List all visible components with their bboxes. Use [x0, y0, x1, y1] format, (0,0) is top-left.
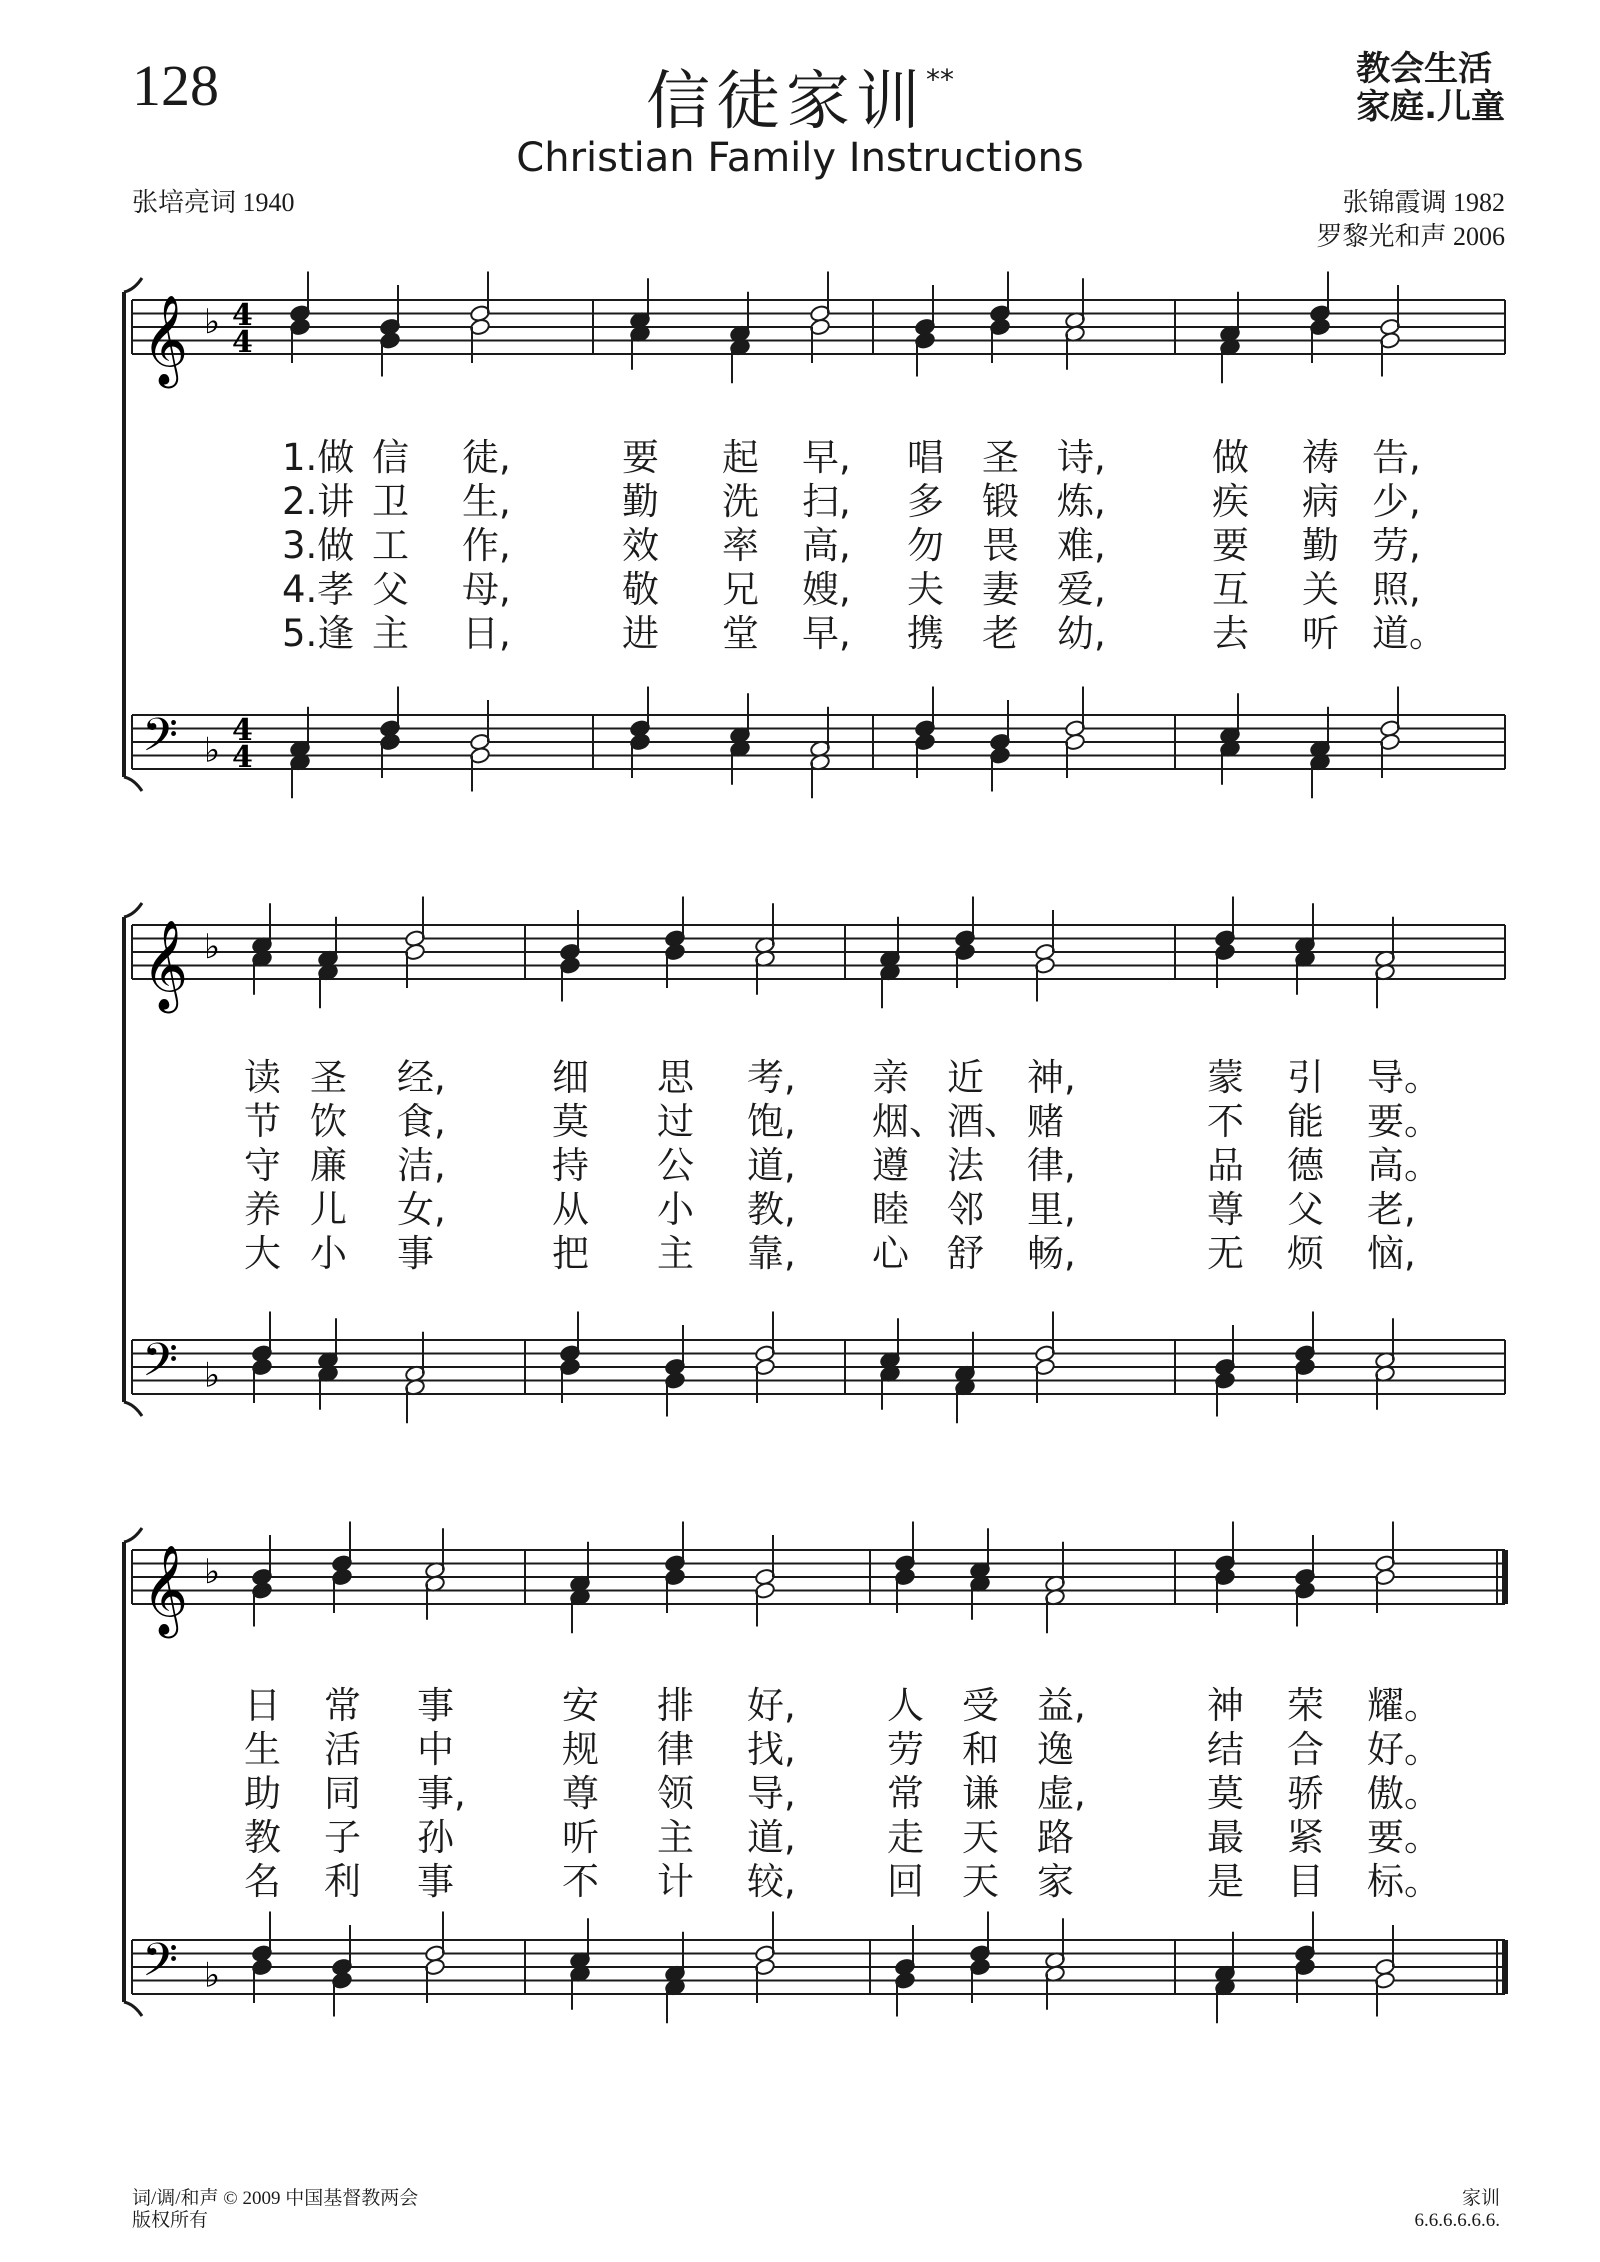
lyric-syllable: 劳	[887, 1728, 924, 1771]
lyric-syllable: 节	[244, 1100, 281, 1143]
lyric-syllable: 蒙	[1207, 1056, 1244, 1099]
lyric-syllable: 养	[244, 1188, 281, 1231]
system-1	[124, 272, 1505, 799]
lyrics-block	[282, 436, 1446, 655]
lyric-syllable: 从	[552, 1188, 589, 1231]
lyric-syllable: 好。	[1367, 1728, 1441, 1771]
bracket-bottom-hook	[124, 777, 142, 791]
lyric-syllable: 能	[1287, 1100, 1324, 1143]
lyric-syllable: 主	[657, 1232, 694, 1275]
lyric-syllable: 家	[1037, 1860, 1074, 1903]
lyric-syllable: 效	[622, 524, 659, 567]
lyric-syllable: 要。	[1367, 1816, 1441, 1859]
lyric-syllable: 烟、	[872, 1100, 946, 1143]
lyric-syllable: 公	[657, 1144, 694, 1187]
lyric-syllable: 圣	[982, 436, 1019, 479]
lyric-syllable: 中	[417, 1728, 454, 1771]
lyric-syllable: 饮	[310, 1100, 347, 1143]
lyric-syllable: 无	[1207, 1232, 1244, 1275]
lyric-syllable: 酒、	[947, 1100, 1021, 1143]
bracket-top-hook	[124, 1528, 142, 1542]
lyric-syllable: 谦	[962, 1772, 999, 1815]
lyric-syllable: 近	[947, 1056, 984, 1099]
lyric-syllable: 紧	[1287, 1816, 1324, 1859]
lyric-syllable: 携	[907, 612, 944, 655]
flat-icon: ♭	[204, 1552, 221, 1592]
lyrics-block	[244, 1056, 1441, 1275]
copyright-notice	[132, 2188, 418, 2232]
lyric-syllable: 圣	[310, 1056, 347, 1099]
lyric-syllable: 敬	[622, 568, 659, 611]
category-line-2: 家庭.儿童	[1356, 87, 1505, 127]
score-systems	[124, 272, 1505, 2024]
lyric-syllable: 虚,	[1037, 1772, 1086, 1815]
lyric-syllable: 教	[244, 1816, 281, 1859]
title-text: 信徒家训	[646, 65, 926, 139]
lyric-syllable: 亲	[872, 1056, 909, 1099]
arranger-credit: 罗黎光和声 2006	[1316, 222, 1505, 251]
flat-icon: ♭	[204, 730, 221, 771]
lyric-syllable: 耀。	[1367, 1684, 1441, 1727]
lyric-syllable: 排	[657, 1684, 694, 1727]
lyric-syllable: 天	[962, 1860, 999, 1903]
lyric-syllable: 导,	[747, 1772, 796, 1815]
lyric-syllable: 心	[872, 1232, 909, 1275]
hymn-title-english: Christian Family Instructions	[516, 135, 1084, 181]
lyric-syllable: 过	[657, 1100, 694, 1143]
bracket-bottom-hook	[124, 2002, 142, 2016]
lyric-syllable: 找,	[747, 1728, 796, 1771]
tune-info	[1415, 2188, 1501, 2232]
lyric-syllable: 勤	[622, 480, 659, 523]
lyric-syllable: 傲。	[1367, 1772, 1441, 1815]
lyric-syllable: 早,	[802, 612, 851, 655]
lyric-syllable: 扫,	[802, 480, 851, 523]
lyric-syllable: 告,	[1372, 436, 1421, 479]
lyric-syllable: 名	[244, 1860, 281, 1903]
lyric-syllable: 听	[562, 1816, 599, 1859]
lyric-syllable: 路	[1037, 1816, 1074, 1859]
lyric-syllable: 尊	[1207, 1188, 1244, 1231]
lyric-syllable: 唱	[907, 436, 944, 479]
lyric-syllable: 法	[947, 1144, 984, 1187]
lyric-syllable: 和	[962, 1728, 999, 1771]
lyric-syllable: 不	[1207, 1100, 1244, 1143]
lyric-syllable: 思	[657, 1056, 694, 1099]
bracket-top-hook	[124, 903, 142, 917]
lyric-syllable: 要	[1212, 524, 1249, 567]
lyric-syllable: 导。	[1367, 1056, 1441, 1099]
lyric-syllable: 活	[324, 1728, 361, 1771]
lyric-syllable: 疾	[1212, 480, 1249, 523]
lyric-syllable: 诗,	[1057, 436, 1106, 479]
system-3	[124, 1522, 1505, 2024]
bass-clef-icon: 𝄢	[142, 1333, 179, 1399]
lyric-syllable: 规	[562, 1728, 599, 1771]
lyric-syllable: 病	[1302, 480, 1339, 523]
lyric-syllable: 做	[1212, 436, 1249, 479]
lyric-syllable: 信	[372, 436, 409, 479]
lyric-syllable: 最	[1207, 1816, 1244, 1859]
lyric-syllable: 炼,	[1057, 480, 1106, 523]
lyric-syllable: 生,	[462, 480, 511, 523]
lyric-syllable: 天	[962, 1816, 999, 1859]
lyric-syllable: 嫂,	[802, 568, 851, 611]
lyric-syllable: 日,	[462, 612, 511, 655]
lyric-syllable: 是	[1207, 1860, 1244, 1903]
lyric-syllable: 小	[310, 1232, 347, 1275]
lyric-syllable: 爱,	[1057, 568, 1106, 611]
lyric-syllable: 夫	[907, 568, 944, 611]
lyric-syllable: 律,	[1027, 1144, 1076, 1187]
lyric-syllable: 教,	[747, 1188, 796, 1231]
lyric-syllable: 幼,	[1057, 612, 1106, 655]
lyric-syllable: 人	[887, 1684, 924, 1727]
lyric-syllable: 好,	[747, 1684, 796, 1727]
treble-clef-icon: 𝄞	[142, 295, 189, 385]
lyric-syllable: 常	[324, 1684, 361, 1727]
treble-clef-icon: 𝄞	[142, 920, 189, 1010]
lyric-syllable: 廉	[310, 1144, 347, 1187]
lyric-syllable: 去	[1212, 612, 1249, 655]
bass-staff	[132, 1912, 1505, 2024]
lyric-syllable: 事	[397, 1232, 434, 1275]
lyric-syllable: 工	[372, 524, 409, 567]
lyric-syllable: 父	[1287, 1188, 1324, 1231]
lyric-syllable: 女,	[397, 1188, 446, 1231]
lyric-syllable: 起	[722, 436, 759, 479]
time-signature-top: 4	[232, 713, 253, 748]
lyric-syllable: 考,	[747, 1056, 796, 1099]
lyric-syllable: 持	[552, 1144, 589, 1187]
tune-name: 家训	[1461, 2188, 1500, 2209]
lyric-syllable: 荣	[1287, 1684, 1324, 1727]
lyric-syllable: 利	[324, 1860, 361, 1903]
lyric-syllable: 老	[982, 612, 1019, 655]
lyric-syllable: 守	[244, 1144, 281, 1187]
lyric-syllable: 母,	[462, 568, 511, 611]
lyric-syllable: 祷	[1302, 436, 1339, 479]
flat-icon: ♭	[204, 927, 221, 967]
lyric-syllable: 合	[1287, 1728, 1324, 1771]
lyric-syllable: 遵	[872, 1144, 909, 1187]
lyric-syllable: 多	[907, 480, 944, 523]
lyric-syllable: 要。	[1367, 1100, 1441, 1143]
lyric-syllable: 小	[657, 1188, 694, 1231]
lyric-syllable: 高。	[1367, 1144, 1441, 1187]
hymn-number: 128	[132, 53, 219, 118]
flat-icon: ♭	[204, 1955, 221, 1996]
treble-clef-icon: 𝄞	[142, 1545, 189, 1635]
lyric-syllable: 读	[244, 1056, 281, 1099]
lyric-syllable: 子	[324, 1816, 361, 1859]
lyric-syllable: 德	[1287, 1144, 1324, 1187]
lyric-syllable: 老,	[1367, 1188, 1416, 1231]
lyric-syllable: 受	[962, 1684, 999, 1727]
flat-icon: ♭	[204, 302, 221, 342]
lyric-syllable: 少,	[1372, 480, 1421, 523]
lyric-syllable: 经,	[397, 1056, 446, 1099]
time-signature-bottom: 4	[232, 740, 253, 775]
lyric-syllable: 道,	[747, 1816, 796, 1859]
lyric-syllable: 照,	[1372, 568, 1421, 611]
lyric-syllable: 作,	[462, 524, 511, 567]
lyric-syllable: 不	[562, 1860, 599, 1903]
lyric-syllable: 饱,	[747, 1100, 796, 1143]
lyric-syllable: 标。	[1367, 1860, 1441, 1903]
lyric-syllable: 勿	[907, 524, 944, 567]
bracket-top-hook	[124, 278, 142, 292]
lyric-syllable: 邻	[947, 1188, 984, 1231]
lyric-syllable: 安	[562, 1684, 599, 1727]
treble-staff	[132, 897, 1505, 1015]
bass-clef-icon: 𝄢	[142, 1933, 179, 1999]
bass-staff	[132, 687, 1505, 799]
treble-staff	[132, 272, 1505, 390]
lyric-syllable: 日	[244, 1684, 281, 1727]
lyric-syllable: 莫	[1207, 1772, 1244, 1815]
copyright-line-1: 词/调/和声 © 2009 中国基督教两会	[132, 2188, 419, 2209]
lyric-syllable: 互	[1212, 568, 1249, 611]
lyric-syllable: 事,	[417, 1772, 466, 1815]
lyric-syllable: 道。	[1372, 612, 1446, 655]
lyric-syllable: 赌	[1027, 1100, 1064, 1143]
lyric-syllable: 进	[622, 612, 659, 655]
lyric-syllable: 主	[657, 1816, 694, 1859]
lyric-syllable: 要	[622, 436, 659, 479]
lyric-syllable: 孙	[417, 1816, 454, 1859]
lyric-syllable: 恼,	[1367, 1232, 1416, 1275]
lyric-syllable: 神	[1207, 1684, 1244, 1727]
lyric-syllable: 品	[1207, 1144, 1244, 1187]
lyric-syllable: 引	[1287, 1056, 1324, 1099]
lyric-syllable: 听	[1302, 612, 1339, 655]
lyric-syllable: 靠,	[747, 1232, 796, 1275]
lyric-syllable: 常	[887, 1772, 924, 1815]
lyric-syllable: 睦	[872, 1188, 909, 1231]
system-2	[124, 897, 1505, 1424]
lyric-syllable: 劳,	[1372, 524, 1421, 567]
lyric-syllable: 细	[552, 1056, 589, 1099]
lyric-syllable: 莫	[552, 1100, 589, 1143]
lyric-syllable: 烦	[1287, 1232, 1324, 1275]
bass-staff	[132, 1312, 1505, 1424]
lyric-syllable: 结	[1207, 1728, 1244, 1771]
lyric-syllable: 兄	[722, 568, 759, 611]
lyric-syllable: 畅,	[1027, 1232, 1076, 1275]
time-signature-bottom: 4	[232, 325, 253, 360]
lyric-syllable: 早,	[802, 436, 851, 479]
composer-credit: 张锦霞调 1982	[1342, 188, 1505, 217]
bracket-bottom-hook	[124, 1402, 142, 1416]
copyright-line-2: 版权所有	[132, 2210, 209, 2231]
lyric-syllable: 同	[324, 1772, 361, 1815]
lyric-syllable: 1.做	[282, 436, 355, 479]
lyric-syllable: 父	[372, 568, 409, 611]
lyric-syllable: 神,	[1027, 1056, 1076, 1099]
lyric-syllable: 目	[1287, 1860, 1324, 1903]
lyric-syllable: 主	[372, 612, 409, 655]
treble-staff	[132, 1522, 1505, 1640]
lyric-syllable: 事	[417, 1860, 454, 1903]
lyric-syllable: 领	[657, 1772, 694, 1815]
time-signature-top: 4	[232, 298, 253, 333]
lyric-syllable: 里,	[1027, 1188, 1076, 1231]
title-mark: **	[926, 63, 954, 96]
lyrics-block	[244, 1684, 1441, 1903]
lyric-syllable: 回	[887, 1860, 924, 1903]
lyric-syllable: 较,	[747, 1860, 796, 1903]
lyric-syllable: 锻	[982, 480, 1019, 523]
lyric-syllable: 逸	[1037, 1728, 1074, 1771]
lyric-syllable: 洗	[722, 480, 759, 523]
lyric-syllable: 洁,	[397, 1144, 446, 1187]
lyric-syllable: 4.孝	[282, 568, 355, 611]
meter: 6.6.6.6.6.6.	[1414, 2210, 1500, 2231]
lyric-syllable: 畏	[982, 524, 1019, 567]
lyric-syllable: 卫	[372, 480, 409, 523]
lyric-syllable: 舒	[947, 1232, 984, 1275]
lyric-syllable: 把	[552, 1232, 589, 1275]
lyric-syllable: 2.讲	[282, 480, 355, 523]
lyric-syllable: 难,	[1057, 524, 1106, 567]
lyric-syllable: 益,	[1037, 1684, 1086, 1727]
lyric-syllable: 率	[722, 524, 759, 567]
lyric-syllable: 尊	[562, 1772, 599, 1815]
lyric-syllable: 3.做	[282, 524, 355, 567]
lyric-syllable: 食,	[397, 1100, 446, 1143]
lyric-syllable: 计	[657, 1860, 694, 1903]
lyric-syllable: 大	[244, 1232, 281, 1275]
lyric-syllable: 徒,	[462, 436, 511, 479]
lyric-syllable: 骄	[1287, 1772, 1324, 1815]
lyric-syllable: 生	[244, 1728, 281, 1771]
lyricist-credit: 张培亮词 1940	[132, 188, 295, 217]
lyric-syllable: 5.逢	[282, 612, 355, 655]
lyric-syllable: 律	[657, 1728, 694, 1771]
lyric-syllable: 关	[1302, 568, 1339, 611]
lyric-syllable: 勤	[1302, 524, 1339, 567]
lyric-syllable: 道,	[747, 1144, 796, 1187]
lyric-syllable: 走	[887, 1816, 924, 1859]
bass-clef-icon: 𝄢	[142, 708, 179, 774]
flat-icon: ♭	[204, 1355, 221, 1396]
lyric-syllable: 儿	[310, 1188, 347, 1231]
lyric-syllable: 堂	[722, 612, 759, 655]
category-line-1: 教会生活	[1356, 49, 1493, 89]
lyric-syllable: 助	[244, 1772, 281, 1815]
lyric-syllable: 妻	[982, 568, 1019, 611]
lyric-syllable: 高,	[802, 524, 851, 567]
lyric-syllable: 事	[417, 1684, 454, 1727]
